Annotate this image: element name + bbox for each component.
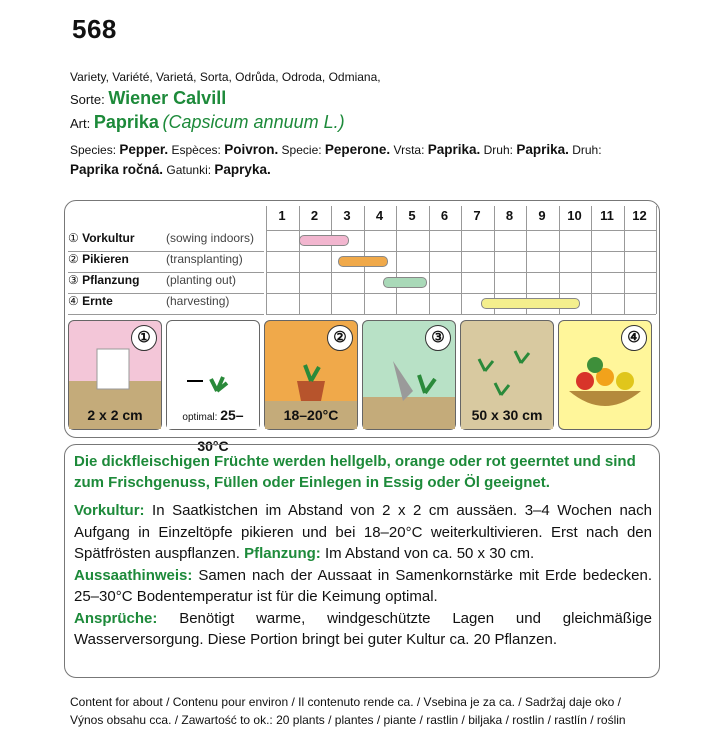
species-name: Peperone. [324, 142, 391, 157]
art-label: Art: [70, 116, 91, 131]
panel-label: 50 x 30 cm [471, 407, 543, 423]
period-bar [338, 256, 389, 267]
label-prefix: optimal: [182, 412, 221, 423]
art-line [70, 112, 345, 133]
illustration-panel [264, 320, 358, 430]
sorte-line [70, 88, 226, 109]
species-name: Poivron. [224, 142, 279, 157]
grid-line [299, 206, 300, 314]
month-label: 8 [505, 208, 514, 223]
month-label: 3 [343, 208, 351, 223]
step-badge: ③ [425, 325, 451, 351]
species-name: Paprika. [516, 142, 569, 157]
species-lang-label: Espèces: [171, 143, 225, 157]
plant-icon [363, 321, 455, 429]
month-label: 11 [600, 208, 614, 223]
species-lang-label: Druh: [572, 143, 602, 157]
species-name: Paprika. [427, 142, 481, 157]
art-value: Paprika [93, 112, 159, 132]
panel-label: 18–20°C [283, 407, 339, 423]
month-label: 9 [538, 208, 546, 223]
illustration-panel [362, 320, 456, 430]
step-name: Ernte [82, 294, 113, 308]
species-lang-label: Druh: [483, 143, 517, 157]
grid-line [266, 314, 656, 315]
section-heading: Aussaathinweis: [74, 566, 193, 584]
step-marker: ④ [68, 294, 83, 308]
section-text: Samen nach der Aussaat in Samenkornstärke mit Erde bedecken. 25–30°C Bodentemperatur ist für die Keimung optimal. [74, 566, 652, 605]
step-badge: ④ [621, 325, 647, 351]
variety-label: Variety, Variété, Varietá, Sorta, Odrůda, Odroda, Odmiana, [70, 70, 381, 84]
step-badge: ② [327, 325, 353, 351]
footer-line-1: Content for about / Contenu pour environ / Il contenuto rende ca. / Vsebina je za ca. / Sadržaj daje oko / [70, 695, 622, 709]
step-marker: ③ [68, 273, 83, 287]
step-note: (sowing indoors) [166, 231, 255, 245]
species-name: Paprika ročná. [70, 162, 164, 177]
grid-line [429, 206, 430, 314]
species-name: Papryka. [214, 162, 271, 177]
grid-line [396, 206, 397, 314]
grid-line [591, 206, 592, 314]
period-bar [481, 298, 581, 309]
grid-line [266, 272, 656, 273]
calendar-row [68, 273, 264, 294]
illustration-panel [558, 320, 652, 430]
species-lang-label: Gatunki: [166, 163, 215, 177]
panel-label: 2 x 2 cm [87, 407, 143, 423]
month-label: 4 [375, 208, 384, 223]
grid-line [266, 293, 656, 294]
sorte-value: Wiener Calvill [108, 88, 227, 108]
grid-line [624, 206, 625, 314]
section-heading: Vorkultur: [74, 502, 145, 519]
art-latin: (Capsicum annuum L.) [162, 112, 345, 132]
panel-caption [167, 401, 259, 454]
section-text: In Saatkistchen im Abstand von 2 x 2 cm aussäen. 3–4 Wochen nach Aufgang in Einzeltöpfe pikieren und bei 18–20°C weiterkultivieren. Erst nach den Spätfrösten auspflanzen. [74, 502, 652, 562]
grid-line [266, 230, 656, 231]
step-note: (transplanting) [166, 252, 243, 266]
month-label: 7 [473, 208, 481, 223]
grid-line [656, 206, 657, 314]
sorte-label: Sorte: [70, 92, 105, 107]
species-lang-label: Specie: [281, 143, 325, 157]
step-marker: ② [68, 252, 83, 266]
calendar-row [68, 231, 264, 252]
step-note: (planting out) [166, 273, 237, 287]
species-name: Pepper. [119, 142, 169, 157]
panel-label: 25–30°C [197, 407, 244, 454]
grid-line [266, 206, 267, 314]
species-lang-label: Species: [70, 143, 120, 157]
panel-caption [69, 401, 161, 429]
step-name: Pflanzung [82, 273, 140, 287]
section-heading: Ansprüche: [74, 609, 158, 627]
month-label: 2 [310, 208, 319, 223]
month-label: 12 [632, 208, 647, 223]
species-list [70, 140, 630, 180]
content-footer [70, 693, 670, 729]
panel-caption [461, 401, 553, 429]
illustration-panel [68, 320, 162, 430]
step-name: Vorkultur [82, 231, 135, 245]
illustration-panel [166, 320, 260, 454]
month-label: 10 [567, 208, 582, 223]
step-note: (harvesting) [166, 294, 230, 308]
month-label: 1 [278, 208, 286, 223]
plant-icon [559, 321, 651, 429]
period-bar [299, 235, 350, 246]
lead-text: Die dickfleischigen Früchte werden hellgelb, orange oder rot geerntet und sind zum Frischgenuss, Füllen oder Einlegen in Essig oder Öl geeignet. [74, 453, 636, 491]
month-label: 5 [408, 208, 416, 223]
grid-line [266, 251, 656, 252]
panel-caption [265, 401, 357, 429]
section-text: Benötigt warme, windgeschützte Lagen und gleichmäßige Wasserversorgung. Diese Portion bringt bei guter Kultur ca. 20 Pflanzen. [74, 609, 652, 648]
section-text: Im Abstand von ca. 50 x 30 cm. [320, 545, 535, 562]
grid-line [331, 206, 332, 314]
species-lang-label: Vrsta: [393, 143, 428, 157]
step-name: Pikieren [82, 252, 129, 266]
footer-line-2: Výnos obsahu cca. / Zawartość to ok.: 20 plants / plantes / piante / rastlin / biljaka / rostlin / rastlín / roślin [70, 713, 626, 727]
calendar-row [68, 294, 264, 315]
period-bar [383, 277, 427, 288]
illustration-panel [460, 320, 554, 430]
grid-line [461, 206, 462, 314]
calendar-row [68, 252, 264, 273]
step-badge: ① [131, 325, 157, 351]
step-marker: ① [68, 231, 83, 245]
instructions-body [74, 500, 652, 651]
packet-number: 568 [72, 14, 117, 44]
section-heading: Pflanzung: [244, 545, 321, 562]
month-label: 6 [440, 208, 449, 223]
